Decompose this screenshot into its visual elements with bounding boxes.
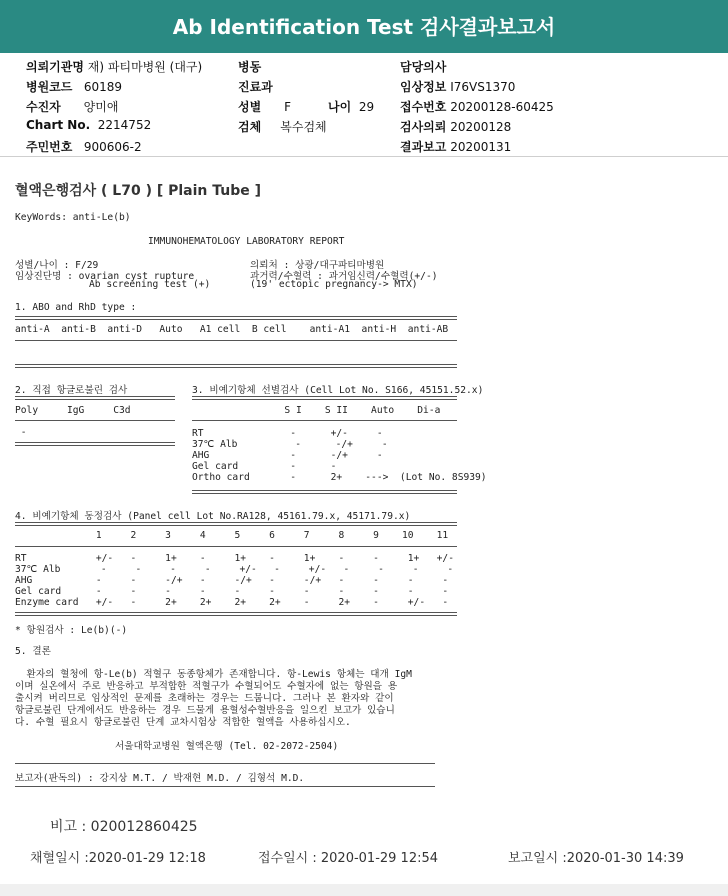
s4-rule-mid: [15, 546, 457, 547]
s4-rule-bottom: [15, 612, 457, 616]
info-doctor: 담당의사: [400, 60, 447, 74]
conclusion-line-3: 출시켜 버리므로 임상적인 문제를 초래하는 경우는 드뭅니다. 그러나 본 환자와 같이: [15, 693, 394, 704]
s4-row-alb: 37℃ Alb - - - - +/- - +/- - - - -: [15, 564, 454, 575]
s3-title: 3. 비예기항체 선별검사 (Cell Lot No. S166, 45151.52.x): [192, 385, 484, 396]
lab-title: IMMUNOHEMATOLOGY LABORATORY REPORT: [148, 236, 345, 247]
reporter-rule-top: [15, 763, 435, 764]
s1-rule-bottom: [15, 364, 457, 368]
conclusion-line-4: 항글로불린 단계에서도 반응하는 경우 드물게 용혈성수혈반응을 일으킨 보고가 있습니: [15, 705, 395, 716]
info-receipt-no: 접수번호 20200128-60425: [400, 100, 554, 114]
info-separator: [0, 156, 728, 157]
s4-rule-top: [15, 522, 457, 526]
header-rule: [0, 50, 728, 53]
s3-rule-mid: [192, 420, 457, 421]
info-report-date: 결과보고 20200131: [400, 140, 512, 154]
s2-rule-bottom: [15, 442, 175, 446]
section-title: 혈액은행검사 ( L70 ) [ Plain Tube ]: [15, 183, 262, 199]
info-hospital-code: 병원코드 60189: [26, 80, 123, 94]
s4-row-ahg: AHG - - -/+ - -/+ - -/+ - - - -: [15, 575, 449, 586]
patient-line2-right: 과거력/수혈력 : 과거임신력/수혈력(+/-): [250, 271, 438, 282]
info-request-date: 검사의뢰 20200128: [400, 120, 512, 134]
s1-rule-mid: [15, 340, 457, 341]
conclusion-line-1: 환자의 혈청에 항-Le(b) 적혈구 동종항체가 존재합니다. 항-Lewis 항체는 대개 IgM: [15, 669, 412, 680]
s2-header: Poly IgG C3d: [15, 405, 131, 416]
s1-rule-top: [15, 316, 457, 320]
s5-title: 5. 결론: [15, 646, 51, 657]
keywords: KeyWords: anti-Le(b): [15, 212, 131, 223]
s3-rule-bottom: [192, 490, 457, 494]
s3-row-gel: Gel card - -: [192, 461, 337, 472]
s2-value: -: [15, 427, 27, 438]
patient-line1-right: 의뢰처 : 상광/대구파티마병원: [250, 260, 385, 271]
antigen-line: * 항원검사 : Le(b)(-): [15, 625, 128, 636]
s3-rule-top: [192, 396, 457, 400]
info-facility: 의뢰기관명 재) 파티마병원 (대구): [26, 60, 203, 74]
info-chart-no: Chart No. 2214752: [26, 118, 152, 132]
conclusion-line-5: 다. 수혈 필요시 항글로불린 단계 교차시험상 적합한 혈액을 사용하십시오.: [15, 717, 351, 728]
info-sex: 성별 F: [238, 100, 291, 114]
footer-collected: 채혈일시 :2020-01-29 12:18: [30, 851, 206, 866]
s1-title: 1. ABO and RhD type :: [15, 302, 137, 313]
footer-note: 비고 : 020012860425: [50, 819, 198, 835]
s2-rule-mid: [15, 420, 175, 421]
s3-row-rt: RT - +/- -: [192, 428, 383, 439]
s4-row-enzyme: Enzyme card +/- - 2+ 2+ 2+ 2+ - 2+ - +/- -: [15, 597, 449, 608]
report-header: [0, 0, 728, 50]
s2-title: 2. 직접 항글로불린 검사: [15, 385, 128, 396]
info-age: 나이 29: [328, 100, 375, 114]
s4-row-rt: RT +/- - 1+ - 1+ - 1+ - - 1+ +/-: [15, 553, 454, 564]
s3-row-alb: 37℃ Alb - -/+ -: [192, 439, 388, 450]
patient-line1-left: 성별/나이 : F/29: [15, 260, 99, 271]
s4-header: 1 2 3 4 5 6 7 8 9 10 11: [15, 530, 449, 541]
reporter-line: 보고자(판독의) : 강지상 M.T. / 박재현 M.D. / 김형석 M.D.: [15, 773, 305, 784]
s4-row-gel: Gel card - - - - - - - - - - -: [15, 586, 449, 597]
hospital-line: 서울대학교병원 혈액은행 (Tel. 02-2072-2504): [115, 741, 339, 752]
s3-header: S I S II Auto Di-a: [192, 405, 441, 416]
bottom-bar: [0, 884, 728, 896]
s3-row-ahg: AHG - -/+ -: [192, 450, 383, 461]
info-ward: 병동: [238, 60, 262, 74]
info-department: 진료과: [238, 80, 273, 94]
footer-received: 접수일시 : 2020-01-29 12:54: [258, 851, 439, 866]
report-title: Ab Identification Test 검사결과보고서: [172, 14, 556, 39]
info-patient: 수진자 양미애: [26, 100, 119, 114]
footer-reported: 보고일시 :2020-01-30 14:39: [508, 851, 684, 866]
info-specimen: 검체 복수검체: [238, 120, 327, 134]
s3-row-ortho: Ortho card - 2+ ---> (Lot No. 8S939): [192, 472, 487, 483]
patient-line3-left: Ab screening test (+): [89, 279, 211, 290]
patient-line3-right: (19' ectopic pregnancy-> MTX): [250, 279, 418, 290]
s4-title: 4. 비예기항체 동정검사 (Panel cell Lot No.RA128, 45161.79.x, 45171.79.x): [15, 511, 411, 522]
conclusion-line-2: 이며 실온에서 주로 반응하고 부적합한 적혈구가 수혈되어도 수혈자에 없는 항원을 용: [15, 681, 398, 692]
s2-rule-top: [15, 396, 175, 400]
info-clinical: 임상정보 I76VS1370: [400, 80, 516, 94]
info-resident-no: 주민번호 900606-2: [26, 140, 142, 154]
patient-line2-left: 임상진단명 : ovarian cyst rupture: [15, 271, 195, 282]
reporter-rule-bottom: [15, 786, 435, 787]
s1-header: anti-A anti-B anti-D Auto A1 cell B cell anti-A1 anti-H anti-AB: [15, 324, 449, 335]
